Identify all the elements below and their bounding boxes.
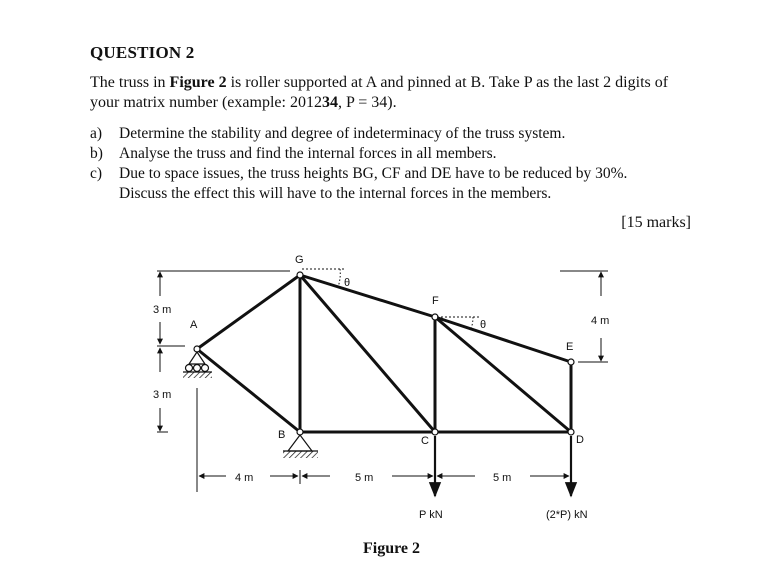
load-label-c: P kN <box>419 509 443 521</box>
dim-label-cd: 5 m <box>493 472 512 484</box>
question-title: QUESTION 2 <box>90 43 195 62</box>
angle-arc-g <box>338 269 340 287</box>
member-fd <box>435 317 574 432</box>
joint-c <box>432 429 438 435</box>
dim-label-bc: 5 m <box>355 472 374 484</box>
joint-e <box>568 359 574 365</box>
dim-label-right: 4 m <box>591 315 610 327</box>
dim-label-left-upper: 3 m <box>153 304 172 316</box>
joint-d <box>568 429 574 435</box>
load-label-d: (2*P) kN <box>546 509 588 521</box>
sub-question-text: Analyse the truss and find the internal forces in all members. <box>119 145 497 162</box>
sub-question-label: c) <box>90 165 103 182</box>
intro-text-3: your matrix number (example: 2012 <box>90 94 322 111</box>
node-label-e: E <box>566 341 574 353</box>
angle-label-g: θ <box>344 277 351 289</box>
angle-label-f: θ <box>480 319 487 331</box>
node-label-c: C <box>421 435 429 447</box>
member-fe <box>435 317 574 362</box>
member-gf <box>300 275 435 317</box>
figure-caption: Figure 2 <box>363 540 421 557</box>
angle-arc-f <box>471 317 473 329</box>
member-ag <box>197 275 300 349</box>
dim-label-ab: 4 m <box>235 472 254 484</box>
node-label-a: A <box>190 319 198 331</box>
node-label-d: D <box>576 434 584 446</box>
intro-text-2: is roller supported at A and pinned at B. Take P as the last 2 digits of <box>226 74 669 91</box>
node-label-g: G <box>295 254 304 266</box>
marks-label: [15 marks] <box>621 214 691 231</box>
node-label-b: B <box>278 429 286 441</box>
sub-question-text-cont: Discuss the effect this will have to the internal forces in the members. <box>119 185 552 202</box>
truss-members <box>197 275 574 432</box>
intro-text-1: The truss in <box>90 74 170 91</box>
sub-question-label: b) <box>90 145 103 162</box>
node-label-f: F <box>432 295 439 307</box>
member-gc <box>300 275 435 432</box>
figure-reference: Figure 2 <box>169 74 227 91</box>
dim-label-left-lower: 3 m <box>153 389 172 401</box>
sub-question-text: Determine the stability and degree of indeterminacy of the truss system. <box>119 125 566 142</box>
sub-question-text: Due to space issues, the truss heights BG, CF and DE have to be reduced by 30%. <box>119 165 628 182</box>
pin-support-b <box>283 435 318 458</box>
joint-g <box>297 272 303 278</box>
sub-question-label: a) <box>90 125 103 142</box>
member-ab <box>197 349 300 432</box>
intro-text-4: , P = 34). <box>337 94 397 111</box>
intro-example-bold: 34 <box>321 94 338 111</box>
